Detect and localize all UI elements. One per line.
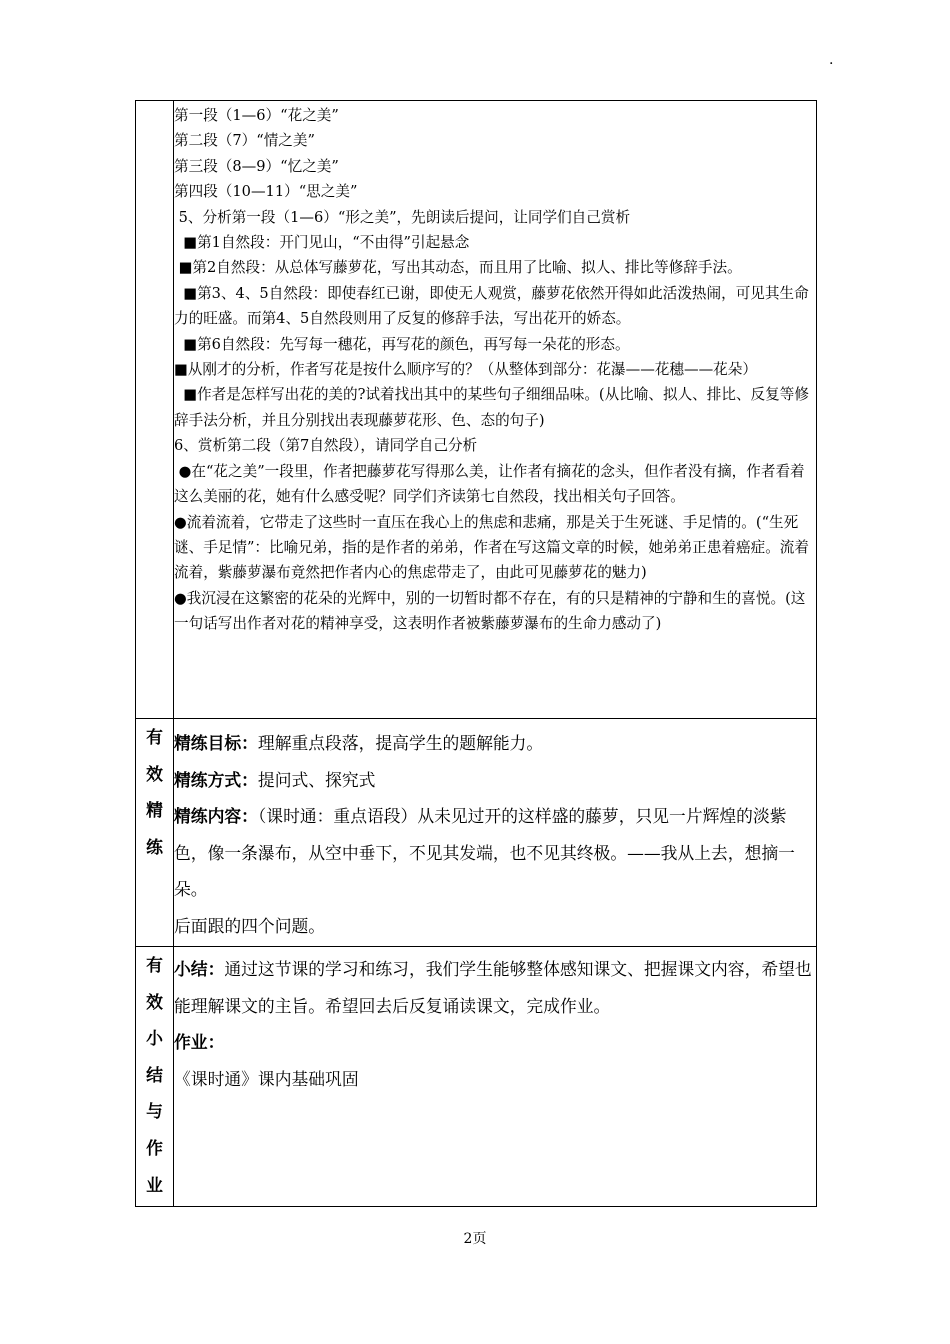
- section-summary-content: [174, 947, 817, 1207]
- homework-text: 《课时通》课内基础巩固: [174, 1068, 359, 1089]
- practice-content: [174, 798, 816, 908]
- practice-content-label: 精练内容：: [174, 806, 258, 827]
- analysis-line: ●我沉浸在这繁密的花朵的光辉中，别的一切暂时都不存在，有的只是精神的宁静和生的喜悦。(这一句话写出作者对花的精神享受，这表明作者被紫藤萝瀑布的生命力感动了): [174, 589, 806, 633]
- homework-label: 作业：: [174, 1032, 225, 1053]
- analysis-line: ■从刚才的分析，作者写花是按什么顺序写的？（从整体到部分：花瀑——花穗——花朵）: [174, 361, 757, 379]
- analysis-line: ●在“花之美”一段里，作者把藤萝花写得那么美，让作者有摘花的念头，但作者没有摘，作者看着这么美丽的花，她有什么感受呢？同学们齐读第七自然段，找出相关句子回答。: [174, 462, 805, 506]
- vertical-label-char: 精: [146, 800, 163, 821]
- vertical-label-char: 与: [146, 1101, 163, 1122]
- vertical-label-char: 有: [146, 727, 163, 747]
- vertical-label-char: 有: [146, 955, 163, 975]
- analysis-line: 第一段（1—6）“花之美”: [174, 107, 339, 124]
- analysis-line: ■作者是怎样写出花的美的?试着找出其中的某些句子细细品味。(从比喻、拟人、排比、反复等修辞手法分析，并且分别找出表现藤萝花形、色、态的句子): [174, 386, 809, 429]
- practice-goal-text: 理解重点段落，提高学生的题解能力。: [257, 733, 544, 753]
- practice-content-text: （课时通：重点语段）从未见过开的这样盛的藤萝，只见一片辉煌的淡紫色，像一条瀑布，从空中垂下，不见其发端，也不见其终极。——我从上去，想摘一朵。: [174, 806, 795, 900]
- practice-goal-label: 精练目标：: [174, 733, 258, 753]
- section-analysis-content: [174, 101, 817, 719]
- section-practice-label: [136, 719, 174, 947]
- section-analysis-row: [136, 101, 817, 719]
- practice-method: [174, 762, 816, 799]
- practice-method-label: 精练方式：: [174, 769, 258, 790]
- analysis-line: 第四段（10—11）“思之美”: [174, 183, 358, 201]
- section-summary-row: [136, 947, 817, 1207]
- practice-followup: 后面跟的四个问题。: [174, 915, 326, 936]
- vertical-label-char: 小: [146, 1028, 163, 1049]
- summary-text: 通过这节课的学习和练习，我们学生能够整体感知课文、把握课文内容，希望也能理解课文的主旨。希望回去后反复诵读课文，完成作业。: [174, 959, 812, 1016]
- vertical-label-char: 作: [146, 1137, 163, 1158]
- section-summary-label: [136, 947, 174, 1207]
- vertical-label-char: 业: [146, 1174, 163, 1195]
- homework-heading: [174, 1024, 816, 1061]
- lesson-plan-table: [135, 100, 817, 1207]
- vertical-label-char: 效: [146, 763, 163, 784]
- section-practice-content: [174, 719, 817, 947]
- analysis-line: ■第1自然段：开门见山，“不由得”引起悬念: [174, 234, 470, 252]
- practice-goal: [174, 725, 816, 762]
- analysis-line: 第二段（7）“情之美”: [174, 132, 315, 150]
- summary-label: 小结：: [174, 959, 225, 979]
- practice-method-text: 提问式、探究式: [257, 769, 376, 790]
- analysis-line: ■第6自然段：先写每一穗花，再写花的颜色，再写每一朵花的形态。: [174, 335, 630, 353]
- page-mark: .: [829, 52, 834, 68]
- vertical-label-char: 练: [146, 836, 163, 857]
- vertical-label-char: 结: [146, 1064, 163, 1085]
- analysis-line: 5、分析第一段（1—6）“形之美”，先朗读后提问，让同学们自己赏析: [174, 208, 631, 226]
- analysis-line: 6、赏析第二段（第7自然段），请同学自己分析: [174, 437, 478, 455]
- page-number: 2页: [463, 1231, 487, 1247]
- summary-paragraph: [174, 951, 816, 1024]
- analysis-line: ■第2自然段：从总体写藤萝花，写出其动态，而且用了比喻、拟人、排比等修辞手法。: [174, 259, 742, 277]
- analysis-line: ■第3、4、5自然段：即使春红已谢，即使无人观赏，藤萝花依然开得如此活泼热闹，可见其生命力的旺盛。而第4、5自然段则用了反复的修辞手法，写出花开的娇态。: [174, 284, 809, 328]
- analysis-line: ●流着流着，它带走了这些时一直压在我心上的焦虑和悲痛，那是关于生死谜、手足情的。(“生死谜、手足情”：比喻兄弟，指的是作者的弟弟，作者在写这篇文章的时候，她弟弟正患着癌症。流着流着，紫藤萝瀑布竟然把作者内心的焦虑带走了，由此可见藤萝花的魅力): [174, 513, 809, 582]
- section-practice-row: [136, 719, 817, 947]
- section-analysis-label: [136, 101, 174, 719]
- analysis-line: 第三段（8—9）“忆之美”: [174, 157, 339, 175]
- vertical-label-char: 效: [146, 991, 163, 1012]
